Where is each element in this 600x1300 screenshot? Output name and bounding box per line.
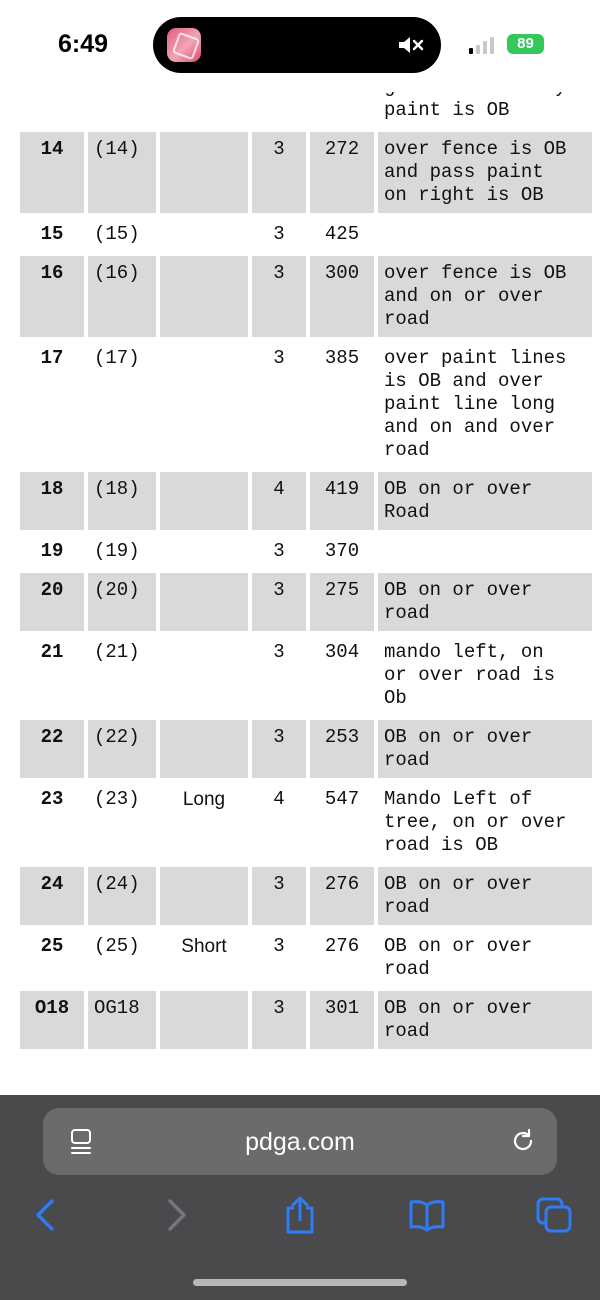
silent-mode-icon	[397, 34, 427, 56]
length-cell: 547	[324, 788, 360, 810]
tee-position-cell: Long	[182, 789, 226, 810]
back-icon[interactable]	[28, 1195, 68, 1235]
tee-position-cell	[160, 573, 248, 631]
table-row	[20, 720, 592, 778]
par-cell: 3	[273, 347, 285, 369]
tee-position-cell	[160, 534, 248, 569]
alt-hole-cell: (24)	[88, 867, 156, 925]
par-cell: 3	[252, 991, 306, 1049]
bookmarks-icon[interactable]	[407, 1195, 447, 1235]
notes-cell: over paint lines is OB and over paint line long and on and over road	[384, 347, 567, 461]
length-cell: 385	[324, 347, 360, 369]
par-cell: 3	[252, 867, 306, 925]
hole-number-cell: 23	[40, 788, 64, 810]
table-row	[20, 132, 592, 213]
alt-hole-cell: (14)	[88, 132, 156, 213]
tee-position-cell	[160, 720, 248, 778]
forward-icon[interactable]	[156, 1195, 196, 1235]
notes-cell	[378, 534, 592, 569]
hole-number-cell: 15	[40, 223, 64, 245]
length-cell: 301	[310, 991, 374, 1049]
alt-hole-cell: (21)	[94, 641, 140, 663]
length-cell: 419	[310, 472, 374, 530]
status-bar	[0, 0, 600, 92]
hole-number-cell: 18	[20, 472, 84, 530]
address-bar[interactable]	[43, 1108, 557, 1175]
alt-hole-cell: (17)	[94, 347, 140, 369]
hole-number-cell: 17	[40, 347, 64, 369]
alt-hole-cell: (25)	[94, 935, 140, 957]
table-row	[20, 472, 592, 530]
table-row	[20, 929, 592, 987]
length-cell: 253	[310, 720, 374, 778]
hole-number-cell: 14	[20, 132, 84, 213]
par-cell: 4	[273, 788, 285, 810]
tee-position-cell	[160, 341, 248, 468]
length-cell: 370	[324, 540, 360, 562]
length-cell: 300	[310, 256, 374, 337]
notes-cell: OB on or over road	[378, 991, 592, 1049]
length-cell: 425	[324, 223, 360, 245]
length-cell: 276	[324, 935, 360, 957]
notes-cell: Mando Left of tree, on or over road is OB	[384, 788, 567, 856]
par-cell: 3	[252, 720, 306, 778]
alt-hole-cell: (18)	[88, 472, 156, 530]
table-row	[20, 782, 592, 863]
par-cell: 3	[252, 573, 306, 631]
alt-hole-cell: OG18	[88, 991, 156, 1049]
table-row	[20, 341, 592, 468]
par-cell: 3	[273, 540, 285, 562]
notes-cell: mando left, on or over road is Ob	[384, 641, 556, 709]
reload-icon[interactable]	[509, 1127, 537, 1155]
tee-position-cell	[160, 132, 248, 213]
tee-position-cell	[160, 991, 248, 1049]
hole-number-cell: 19	[40, 540, 64, 562]
alt-hole-cell: (20)	[88, 573, 156, 631]
alt-hole-cell: (22)	[88, 720, 156, 778]
length-cell: 275	[310, 573, 374, 631]
hole-table	[16, 66, 596, 1053]
battery-indicator: 89	[507, 34, 544, 54]
status-time: 6:49	[58, 30, 109, 58]
hole-number-cell: O18	[20, 991, 84, 1049]
par-cell: 3	[252, 256, 306, 337]
tee-position-cell	[160, 256, 248, 337]
url-text: pdga.com	[245, 1128, 355, 1156]
alt-hole-cell: (16)	[88, 256, 156, 337]
share-icon[interactable]	[280, 1195, 320, 1235]
par-cell: 4	[252, 472, 306, 530]
par-cell: 3	[273, 641, 285, 663]
length-cell: 272	[310, 132, 374, 213]
notes-cell: over fence is OB and pass paint on right is OB	[378, 132, 592, 213]
tee-position-cell	[160, 635, 248, 716]
length-cell: 304	[324, 641, 360, 663]
hole-number-cell: 25	[40, 935, 64, 957]
notes-cell: OB on or over Road	[378, 472, 592, 530]
notes-cell	[378, 217, 592, 252]
hole-number-cell: 24	[20, 867, 84, 925]
tee-position-cell	[160, 472, 248, 530]
alt-hole-cell: (23)	[94, 788, 140, 810]
cellular-signal-icon	[469, 36, 499, 54]
partial-notes-cell: paint is OB	[384, 99, 510, 121]
home-indicator[interactable]	[193, 1279, 407, 1286]
hole-number-cell: 21	[40, 641, 64, 663]
par-cell: 3	[252, 132, 306, 213]
table-row	[20, 867, 592, 925]
notes-cell: OB on or over road	[378, 573, 592, 631]
par-cell: 3	[273, 935, 285, 957]
alt-hole-cell: (19)	[94, 540, 140, 562]
table-row	[20, 256, 592, 337]
notes-cell: OB on or over road	[384, 935, 533, 980]
tee-position-cell: Short	[181, 936, 227, 957]
notes-cell: OB on or over road	[378, 720, 592, 778]
alt-hole-cell: (15)	[94, 223, 140, 245]
app-thumbnail-icon	[167, 28, 201, 62]
hole-number-cell: 20	[20, 573, 84, 631]
hole-number-cell: 22	[20, 720, 84, 778]
safari-toolbar	[0, 1095, 600, 1300]
tee-position-cell	[160, 867, 248, 925]
par-cell: 3	[273, 223, 285, 245]
table-row	[20, 635, 592, 716]
notes-cell: OB on or over road	[378, 867, 592, 925]
length-cell: 276	[310, 867, 374, 925]
dynamic-island[interactable]	[153, 17, 441, 73]
table-row	[20, 991, 592, 1049]
table-row	[20, 217, 592, 252]
tee-position-cell	[160, 217, 248, 252]
table-row	[20, 534, 592, 569]
hole-number-cell: 16	[20, 256, 84, 337]
tabs-icon[interactable]	[534, 1195, 574, 1235]
notes-cell: over fence is OB and on or over road	[378, 256, 592, 337]
table-row	[20, 573, 592, 631]
